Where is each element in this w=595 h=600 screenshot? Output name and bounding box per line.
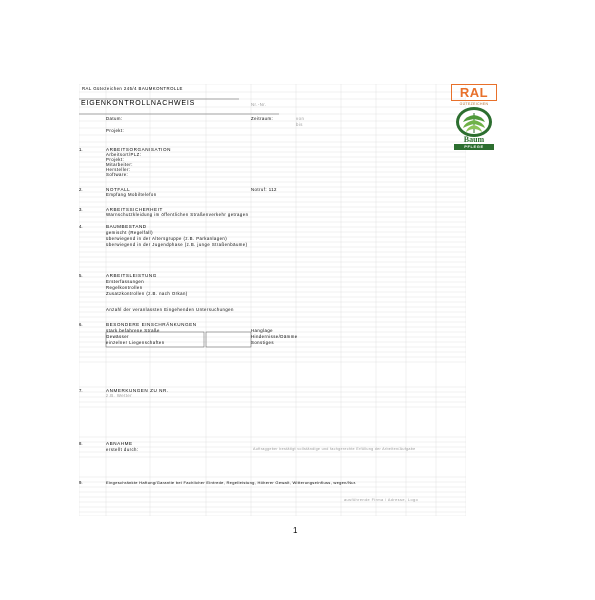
- baum-logo-text: Baum: [463, 135, 485, 144]
- list-item: stark befahrene Straße: [106, 328, 160, 333]
- section-3-number: 3.: [79, 207, 83, 212]
- list-item: überwiegend in der Jugendphase (z.B. junge Straßenbäume): [106, 242, 248, 247]
- pflege-logo-text: PFLEGE: [454, 144, 494, 150]
- list-item: Sonstiges: [251, 340, 274, 345]
- section-2-title: NOTFALL: [106, 187, 131, 192]
- section-1-number: 1.: [79, 147, 83, 152]
- list-item: Warnschutzkleidung im öffentlichen Straßenverkehr getragen: [106, 212, 249, 217]
- section-3-title: ARBEITSSICHERHEIT: [106, 207, 163, 212]
- section-8-number: 8.: [79, 441, 83, 446]
- section-7-number: 7.: [79, 388, 83, 393]
- list-item: gemischt (Regelfall): [106, 230, 153, 235]
- list-item: Empfang Mobiltelefon: [106, 192, 157, 197]
- list-item: Regelkontrollen: [106, 285, 143, 290]
- period-from: von: [296, 116, 305, 121]
- signature-hint: ausführende Firma / Adresse, Logo: [344, 498, 419, 502]
- header-title: RAL Gütezeichen 245/4 BAUMKONTROLLE: [82, 86, 183, 91]
- section-5-title: ARBEITSLEISTUNG: [106, 273, 157, 278]
- list-item: überwiegend in der Altersgruppe (z.B. Parkanlagen): [106, 236, 228, 241]
- section-6-title: BESONDERE EINSCHRÄNKUNGEN: [106, 322, 197, 327]
- section-5-number: 5.: [79, 273, 83, 278]
- section-2-number: 2.: [79, 187, 83, 192]
- form-sheet: [79, 84, 466, 516]
- list-item: Hersteller:: [106, 167, 131, 172]
- list-item: Zusatzkontrollen (z.B. nach Orkan): [106, 291, 188, 296]
- ral-baumpflege-logo: [451, 84, 497, 150]
- nr-label: Nr.-Nr.: [251, 102, 267, 107]
- period-label: Zeitraum:: [251, 116, 274, 121]
- project-label: Projekt:: [106, 128, 125, 133]
- date-label: Datum:: [106, 116, 123, 121]
- section-8-title: ABNAHME: [106, 441, 133, 446]
- list-item: Gewässer: [106, 334, 129, 339]
- ral-logo-text: RAL: [451, 84, 497, 101]
- list-item: Mitarbeiter:: [106, 162, 133, 167]
- list-item: Arbeitsort/PLZ:: [106, 152, 142, 157]
- acceptance-hint: Auftraggeber bestätigt vollständige und fachgerechte Erfüllung der Arbeiten/Aufgabe: [253, 447, 416, 451]
- list-item: einzelner Liegenschaften: [106, 340, 165, 345]
- section-7-hint: z.B. Wetter: [106, 393, 133, 398]
- list-item: Hanglage: [251, 328, 273, 333]
- page-number: 1: [293, 526, 298, 535]
- liability-note: Eingeschränkte Haftung/Garantie bei Fachlicher Eintrede, Regelleistung, Höherer Gewalt, Witterungseinfluss, wegen/Nur.: [106, 480, 357, 485]
- created-by-label: erstellt durch:: [106, 447, 139, 452]
- section-4-number: 4.: [79, 224, 83, 229]
- section-4-title: BAUMBESTAND: [106, 224, 147, 229]
- section-1-title: ARBEITSORGANISATION: [106, 147, 171, 152]
- list-item: Software:: [106, 172, 129, 177]
- list-item: Hindernisse/Dämme: [251, 334, 298, 339]
- section-7-title: ANMERKUNGEN ZU NR.: [106, 388, 169, 393]
- page-title: EIGENKONTROLLNACHWEIS: [81, 100, 196, 107]
- period-to: bis: [296, 122, 303, 127]
- emergency-number: Notruf: 112: [251, 187, 277, 192]
- list-item: Anzahl der veranlassten Eingehenden Untersuchungen: [106, 307, 234, 312]
- list-item: Ersterfassungen: [106, 279, 145, 284]
- section-6-number: 6.: [79, 322, 83, 327]
- section-9-number: 9.: [79, 480, 83, 485]
- ral-logo-subtext: GÜTEZEICHEN: [459, 102, 489, 106]
- list-item: Projekt:: [106, 157, 125, 162]
